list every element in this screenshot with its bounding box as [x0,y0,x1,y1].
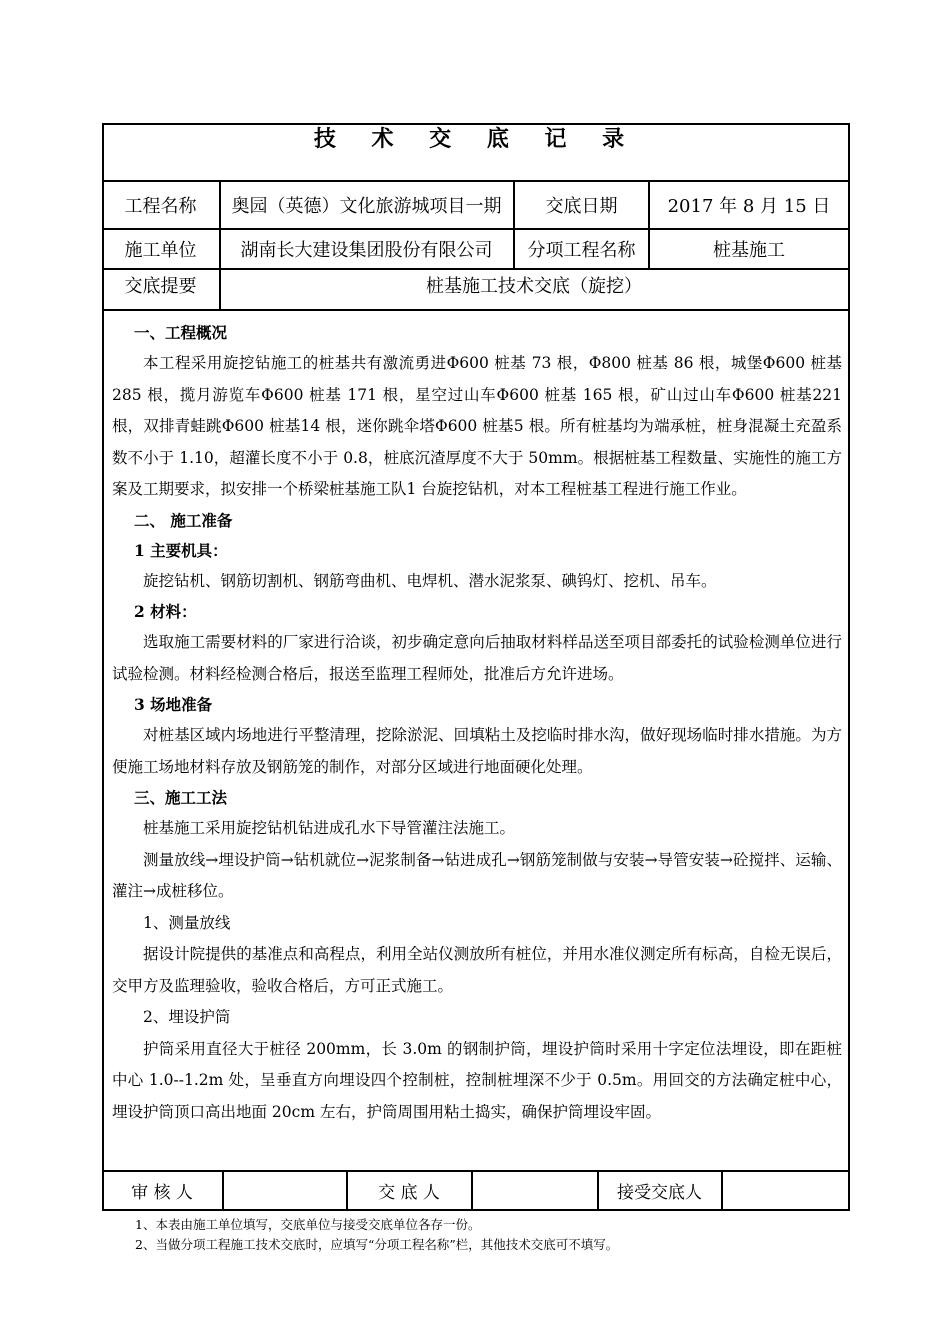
reviewer-value [223,1171,346,1209]
page-title: 技 术 交 底 记 录 [313,125,639,152]
section-3-text-2: 测量放线→埋设护筒→钻机就位→泥浆制备→钻进成孔→钢筋笼制做与安装→导管安装→砼搅拌、运输、灌注→成桩移位。 [112,850,842,900]
receiver-label: 接受交底人 [617,1182,702,1203]
section-1-text: 本工程采用旋挖钻施工的桩基共有激流勇进Φ600 桩基 73 根，Φ800 桩基 86 根，城堡Φ600 桩基 285 根，揽月游览车Φ600 桩基 171 根，星空过山车Φ600 桩基 165 根，矿山过山车Φ600 桩基221 根，双排青蛙跳Φ600 桩基14 根，迷你跳伞塔Φ600 桩基5 根。所有桩基均为端承桩，桩身混凝土充盈系数不小于 1.10，超灌长度不小于 0.8，桩底沉渣厚度不大于 50mm。根据桩基工程数量、实施性的施工方案及工期要求，拟安排一个桥梁桩基施工队1 台旋挖钻机，对本工程桩基工程进行施工作业。 [112,354,842,498]
unit-label: 施工单位 [124,240,197,261]
section-2-2-title: 2 材料： [134,602,197,621]
section-3-2-title: 2、埋设护筒 [143,1008,231,1026]
section-2-2-text: 选取施工需要材料的厂家进行洽谈，初步确定意向后抽取材料样品送至项目部委托的试验检测单位进行试验检测。材料经检测合格后，报送至监理工程师处，批准后方允许进场。 [112,633,842,683]
summary-label: 交底提要 [124,276,197,297]
summary-value: 桩基施工技术交底（旋挖） [426,276,642,297]
note-1: 1、本表由施工单位填写，交底单位与接受交底单位各存一份。 [135,1217,481,1232]
date-value: 2017 年 8 月 15 日 [667,196,831,217]
subproject-value: 桩基施工 [713,240,785,261]
reviewer-label: 审 核 人 [131,1182,193,1203]
section-2-3-text: 对桩基区域内场地进行平整清理，挖除淤泥、回填粘土及挖临时排水沟，做好现场临时排水措施。为方便施工场地材料存放及钢筋笼的制作，对部分区域进行地面硬化处理。 [112,726,842,776]
receiver-value [722,1171,848,1209]
section-3-text-1: 桩基施工采用旋挖钻机钻进成孔水下导管灌注法施工。 [143,819,516,837]
section-1-title: 一、工程概况 [134,323,228,342]
date-label: 交底日期 [545,196,618,217]
discloser-label: 交 底 人 [378,1182,440,1203]
row-line-4 [102,309,850,311]
section-2-3-title: 3 场地准备 [134,695,213,714]
section-2-1-title: 1 主要机具： [134,540,228,560]
project-name-label: 工程名称 [124,196,197,217]
unit-value: 湖南长大建设集团股份有限公司 [240,240,493,261]
section-3-1-title: 1、测量放线 [143,913,231,932]
section-3-title: 三、施工工法 [134,788,228,807]
project-name-value: 奥园（英德）文化旅游城项目一期 [231,196,502,217]
section-3-2-text: 护筒采用直径大于桩径 200mm，长 3.0m 的钢制护筒，埋设护筒时采用十字定位法埋设，即在距桩中心 1.0--1.2m 处，呈垂直方向埋设四个控制桩，控制桩埋深不少于 0.5m。用回交的方法确定桩中心，埋设护筒顶口高出地面 20cm 左右，护筒周围用粘土捣实，确保护筒埋设牢固。 [112,1039,842,1121]
table-border-bottom [102,1209,850,1211]
note-2: 2、当做分项工程施工技术交底时，应填写“分项工程名称”栏，其他技术交底可不填写。 [135,1237,619,1252]
section-2-1-text: 旋挖钻机、钢筋切割机、钢筋弯曲机、电焊机、潜水泥浆泵、碘钨灯、挖机、吊车。 [143,571,717,590]
section-2-title: 二、 施工准备 [134,510,233,530]
section-3-1-text: 据设计院提供的基准点和高程点，利用全站仪测放所有桩位，并用水准仪测定所有标高，自检无误后，交甲方及监理验收，验收合格后，方可正式施工。 [112,945,842,995]
disclosure-content [112,318,842,1128]
table-border-right [848,123,850,1211]
subproject-label: 分项工程名称 [527,240,636,261]
discloser-value [472,1171,597,1209]
